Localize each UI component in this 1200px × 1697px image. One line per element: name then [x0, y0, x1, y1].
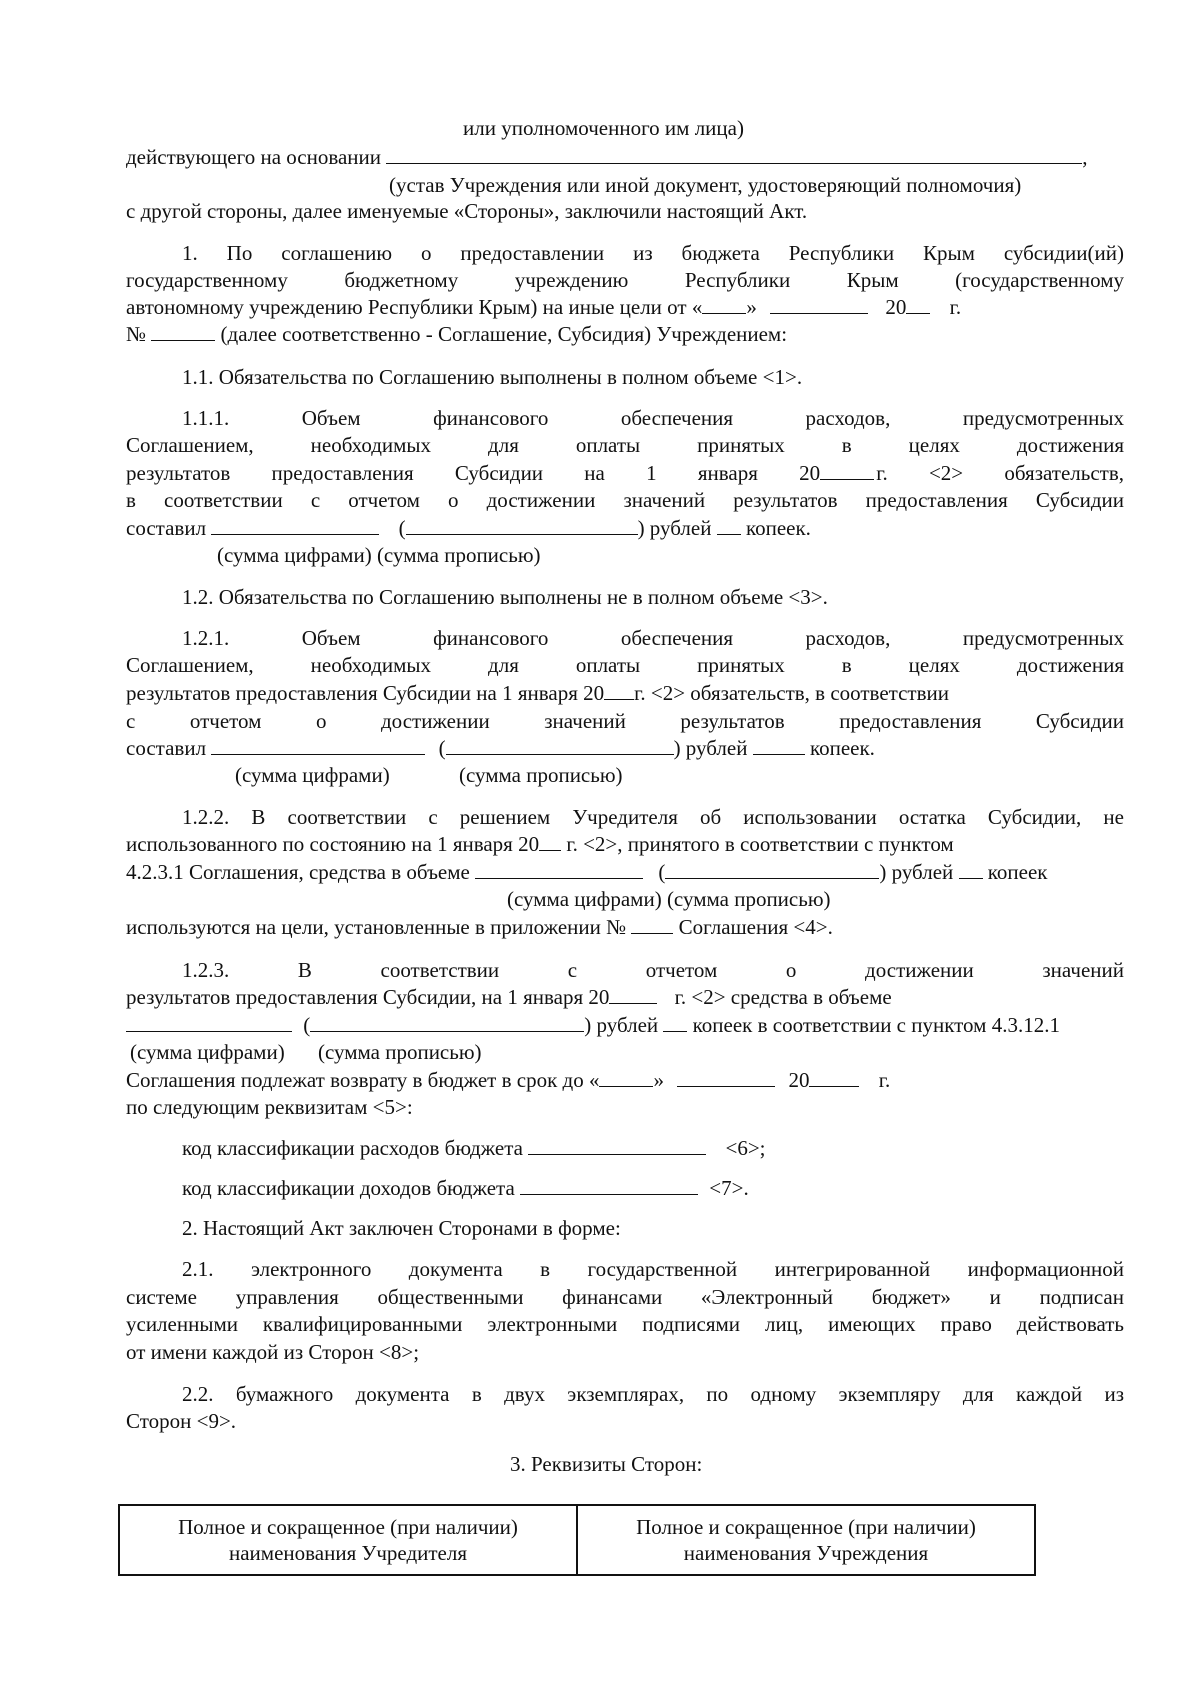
text: копеек. — [745, 516, 811, 540]
doc-line — [126, 321, 787, 347]
doc-line: 1.1. Обязательства по Соглашению выполнены в полном объеме <1>. — [182, 365, 803, 389]
text: результатов предоставления Субсидии на 1 января 20 — [126, 461, 821, 485]
blank-field — [665, 860, 879, 879]
doc-line: Сторон <9>. — [126, 1409, 237, 1433]
doc-line — [126, 984, 892, 1010]
text: 4.2.3.1 Соглашения, средства в объеме — [126, 860, 470, 884]
text: г. <2> обязательств, — [876, 461, 1124, 485]
doc-line: усиленными квалифицированными электронными подписями лиц, имеющих право действовать — [126, 1312, 1124, 1336]
text: действующего на основании — [126, 145, 382, 169]
doc-line: в соответствии с отчетом о достижении значений результатов предоставления Субсидии — [126, 488, 1124, 512]
cell-text: Полное и сокращенное (при наличии) — [636, 1515, 976, 1539]
blank-field — [717, 516, 741, 535]
text: код классификации расходов бюджета — [182, 1136, 523, 1160]
blank-field — [609, 985, 657, 1004]
blank-field — [520, 1176, 698, 1195]
text: ) рублей — [584, 1013, 659, 1037]
blank-field — [770, 295, 868, 314]
text: копеек — [987, 860, 1048, 884]
blank-field — [959, 860, 983, 879]
text: № — [126, 322, 147, 346]
doc-line: 2.2. бумажного документа в двух экземплярах, по одному экземпляру для каждой из — [182, 1382, 1124, 1406]
requisites-table — [118, 1504, 1036, 1576]
doc-line: 1.2.1. Объем финансового обеспечения расходов, предусмотренных — [182, 626, 1124, 650]
blank-field — [599, 1068, 653, 1087]
text: код классификации доходов бюджета — [182, 1176, 515, 1200]
text: копеек в соответствии с пунктом 4.3.12.1 — [692, 1013, 1060, 1037]
text: автономному учреждению Республики Крым) на иные цели от « — [126, 295, 703, 319]
text: г. — [878, 1068, 891, 1092]
text: г. <2>, принятого в соответствии с пунктом — [566, 832, 954, 856]
doc-line — [126, 831, 954, 857]
doc-line: системе управления общественными финансами «Электронный бюджет» и подписан — [126, 1285, 1124, 1309]
text: копеек. — [809, 736, 875, 760]
doc-line — [126, 144, 1088, 170]
text: результатов предоставления Субсидии, на 1 января 20 — [126, 985, 610, 1009]
blank-field — [820, 461, 874, 480]
blank-field — [663, 1013, 687, 1032]
text: » — [653, 1068, 664, 1092]
text: , — [1082, 145, 1088, 169]
doc-line: 2.1. электронного документа в государственной интегрированной информационной — [182, 1257, 1124, 1281]
cell-text: наименования Учредителя — [228, 1541, 468, 1565]
doc-line: (сумма цифрами) (сумма прописью) — [507, 887, 831, 911]
doc-line — [126, 294, 961, 320]
doc-line: Соглашением, необходимых для оплаты принятых в целях достижения — [126, 653, 1124, 677]
text: (далее соответственно - Соглашение, Субсидия) Учреждением: — [220, 322, 788, 346]
blank-field — [475, 860, 643, 879]
doc-line — [182, 1135, 766, 1161]
text: ( — [658, 860, 666, 884]
blank-field — [528, 1136, 706, 1155]
blank-field — [406, 516, 638, 535]
text: составил — [126, 516, 207, 540]
text: г. <2> средства в объеме — [674, 985, 892, 1009]
doc-line: 2. Настоящий Акт заключен Сторонами в форме: — [182, 1216, 621, 1240]
blank-field — [677, 1068, 775, 1087]
doc-line: (сумма цифрами) (сумма прописью) — [217, 543, 541, 567]
doc-line: с отчетом о достижении значений результатов предоставления Субсидии — [126, 709, 1124, 733]
text: ( — [398, 516, 406, 540]
text: ( — [303, 1013, 311, 1037]
text: (сумма прописью) — [317, 1040, 482, 1064]
table-cell-institution — [576, 1506, 1034, 1574]
text: (сумма цифрами) — [235, 763, 390, 787]
text: ) рублей — [879, 860, 954, 884]
doc-line: от имени каждой из Сторон <8>; — [126, 1340, 420, 1364]
text: ) рублей — [637, 516, 712, 540]
text: <6>; — [725, 1136, 766, 1160]
doc-line: 1.2.3. В соответствии с отчетом о достижении значений — [182, 958, 1124, 982]
doc-line — [126, 515, 811, 541]
text: <7>. — [709, 1176, 749, 1200]
text: ( — [438, 736, 446, 760]
doc-line — [126, 1067, 890, 1093]
blank-field — [310, 1013, 584, 1032]
doc-line: Соглашением, необходимых для оплаты принятых в целях достижения — [126, 433, 1124, 457]
blank-field — [211, 736, 425, 755]
text: г. — [949, 295, 962, 319]
doc-line — [126, 460, 1124, 486]
text: составил — [126, 736, 207, 760]
text: (сумма цифрами) — [130, 1040, 285, 1064]
cell-text: Полное и сокращенное (при наличии) — [178, 1515, 518, 1539]
doc-line: 1.2.2. В соответствии с решением Учредителя об использовании остатка Субсидии, не — [182, 805, 1124, 829]
text: 20 — [885, 295, 907, 319]
doc-line — [126, 735, 875, 761]
blank-field — [753, 736, 805, 755]
blank-field — [446, 736, 674, 755]
text: 20 — [788, 1068, 810, 1092]
doc-line — [126, 914, 833, 940]
blank-field — [631, 915, 673, 934]
doc-line — [235, 762, 623, 788]
doc-line: по следующим реквизитам <5>: — [126, 1095, 413, 1119]
text: используются на цели, установленные в приложении № — [126, 915, 627, 939]
doc-line: 1.2. Обязательства по Соглашению выполнены не в полном объеме <3>. — [182, 585, 828, 609]
text: Соглашения подлежат возврату в бюджет в срок до « — [126, 1068, 600, 1092]
doc-line: или уполномоченного им лица) — [463, 116, 744, 140]
cell-text: наименования Учреждения — [683, 1541, 929, 1565]
doc-line — [130, 1039, 482, 1065]
blank-field — [126, 1013, 292, 1032]
text: результатов предоставления Субсидии на 1 января 20 — [126, 681, 605, 705]
blank-field — [386, 145, 1082, 164]
section-heading: 3. Реквизиты Сторон: — [510, 1452, 703, 1476]
blank-field — [604, 681, 634, 700]
doc-line — [126, 680, 949, 706]
doc-line — [126, 1012, 1060, 1038]
text: (сумма прописью) — [458, 763, 623, 787]
text: г. <2> обязательств, в соответствии — [634, 681, 949, 705]
text: использованного по состоянию на 1 января 20 — [126, 832, 540, 856]
blank-field — [809, 1068, 859, 1087]
text: Соглашения <4>. — [678, 915, 833, 939]
blank-field — [906, 295, 930, 314]
doc-line: государственному бюджетному учреждению Республики Крым (государственному — [126, 268, 1124, 292]
doc-line: (устав Учреждения или иной документ, удостоверяющий полномочия) — [389, 173, 1022, 197]
text: ) рублей — [673, 736, 748, 760]
blank-field — [702, 295, 746, 314]
text: » — [746, 295, 757, 319]
doc-line: с другой стороны, далее именуемые «Стороны», заключили настоящий Акт. — [126, 199, 808, 223]
table-cell-founder — [120, 1506, 576, 1574]
doc-line — [126, 859, 1047, 885]
blank-field — [211, 516, 379, 535]
blank-field — [539, 832, 561, 851]
blank-field — [151, 322, 215, 341]
doc-line: 1. По соглашению о предоставлении из бюджета Республики Крым субсидии(ий) — [182, 241, 1124, 265]
doc-line — [182, 1175, 749, 1201]
doc-line: 1.1.1. Объем финансового обеспечения расходов, предусмотренных — [182, 406, 1124, 430]
